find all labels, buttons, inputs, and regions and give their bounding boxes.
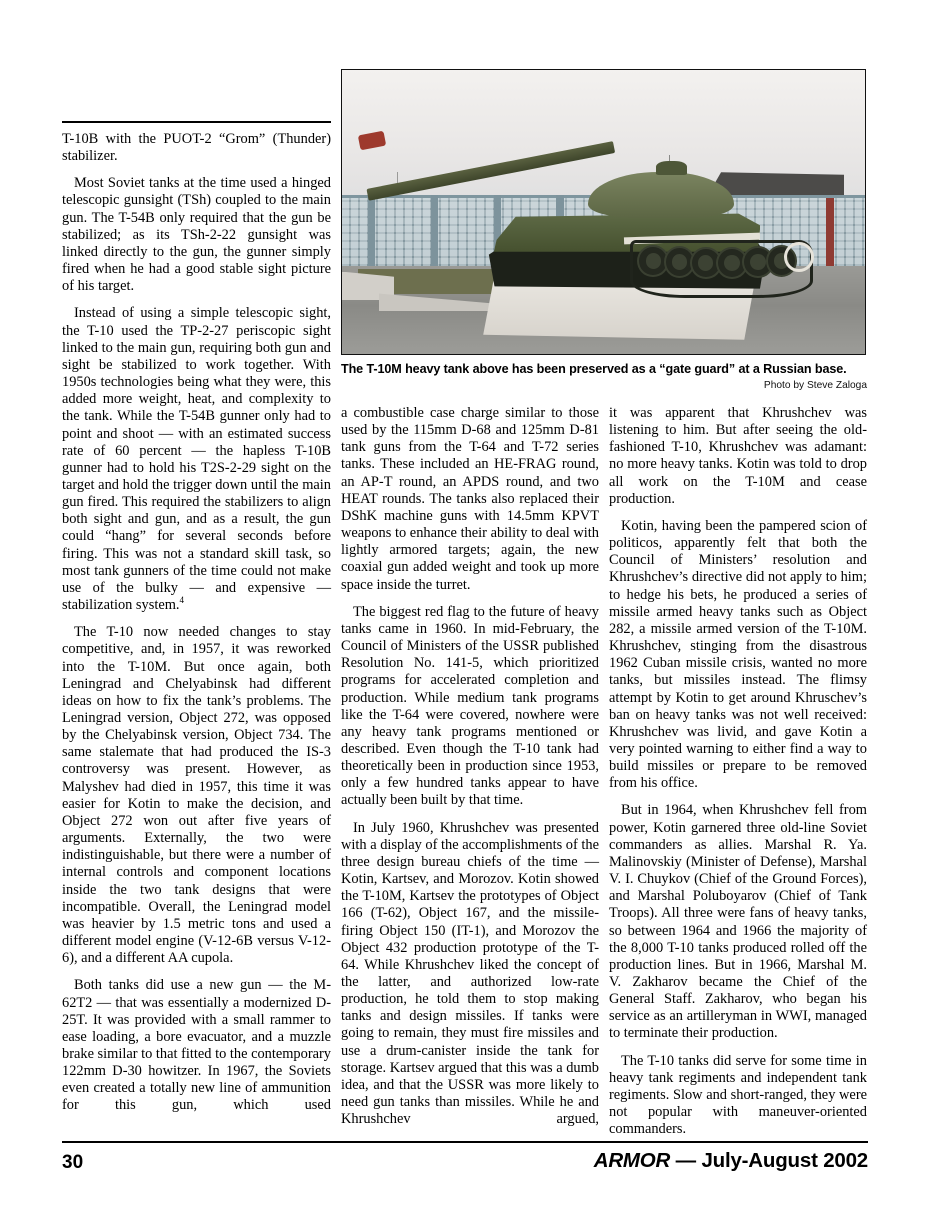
footer-rule [62,1141,868,1143]
paragraph: The biggest red flag to the future of heavy tanks came in 1960. In mid-February, the Council of Ministers of the USSR published Resolution No. 141-5, which prioritized programs for accelerated completion and production. While medium tank programs like the T-64 were covered, nowhere were any heavy tank programs mentioned or described. Even though the T-10 tank had theoretically been in production since 1953, only a few hundred tanks appear to have actually been built by that time. [341,603,599,809]
issue-date: — July-August 2002 [670,1149,868,1172]
footer-publication [594,1148,868,1174]
paragraph: Both tanks did use a new gun — the M-62T2 — that was essentially a modernized D-25T. It was provided with a small rammer to ease loading, a bore evacuator, and a muzzle brake similar to that fitted to the contemporary 122mm D-30 howitzer. In 1967, the Soviets even created a totally new line of ammunition for this gun, which used [62,977,331,1114]
magazine-name: ARMOR [593,1149,671,1172]
photo-idler-wheel [784,242,814,272]
paragraph: a combustible case charge similar to those used by the 115mm D-68 and 125mm D-81 tank guns from the T-64 and T-72 series tanks. These included an HE-FRAG round, an AP-T round, an APDS round, and two HEAT rounds. The tanks also replaced their DShK machine guns with 14.5mm KPVT weapons to enhance their ability to deal with lightly armored targets; again, the new coaxial gun added weight and took up more space inside the turret. [341,405,599,593]
footnote-marker: 4 [179,595,185,606]
photo-fence-post [431,195,438,272]
column-top-rule [62,121,331,123]
paragraph: The T-10 now needed changes to stay competitive, and, in 1957, it was reworked into the T-10M. But once again, both Leningrad and Chelyabinsk had different ideas on how to fix the tank’s problems. The Leningrad version, Object 272, was opposed by the Chelyabinsk version, Object 734. The same stalemate that had produced the IS-3 controversy was present. However, as Malyshev had died in 1957, this time it was easier for Kotin to make the decision, and Object 272 won out after five years of arguments. Externally, the two were indistinguishable, but there were a number of internal controls and component locations inside the two tank designs that were incompatible. Overall, the Leningrad model was heavier by 1.5 metric tons and used a different model engine (V-12-6B versus V-12-6), and a different AA cupola. [62,624,331,967]
paragraph: The T-10 tanks did serve for some time in heavy tank regiments and independent tank regiments. Slow and short-ranged, they were not popular with maneuver-oriented commanders. [609,1052,867,1138]
paragraph: But in 1964, when Khrushchev fell from power, Kotin garnered three old-line Soviet commanders as allies. Marshal R. Ya. Malinovskiy (Minister of Defense), Marshal V. I. Chuykov (Chief of the Ground Forces), and Marshal Poluboyarov (Chief of Tank Troops). All three were fans of heavy tanks, so between 1964 and 1966 the majority of the 8,000 T-10 tanks produced rolled off the production lines. But in 1966, Marshal M. V. Zakharov became the Chief of the General Staff. Zakharov, who began his service as an artilleryman in WWI, managed to terminate their production. [609,802,867,1042]
text-column-2 [341,405,599,1128]
photo-credit: Photo by Steve Zaloga [763,380,867,391]
text-column-1 [62,131,331,1115]
paragraph: it was apparent that Khrushchev was listening to him. But after seeing the old-fashioned T-10, Khrushchev was adamant: no more heavy tanks. Kotin was told to drop all work on the T-10M and cease production. [609,405,867,507]
page-number: 30 [62,1152,84,1173]
photo-caption: The T-10M heavy tank above has been preserved as a “gate guard” at a Russian base. [341,362,847,376]
photo-illustration [342,70,865,354]
paragraph: Kotin, having been the pampered scion of politicos, apparently felt that both the Council of Ministers’ resolution and Khrushchev’s directive did not apply to him; to hedge his bets, he produced a series of missile armed heavy tanks such as Object 282, a missile armed version of the T-10M. Khrushchev, stinging from the disastrous 1962 Cuban missile crisis, wanted no more tanks, but missiles instead. The flimsy attempt by Kotin to get around Khruschev’s ban on heavy tanks was not well received: Khrushchev was livid, and gave Kotin a very pointed warning to either find a way to build missiles or prepare to be removed from his office. [609,517,867,792]
paragraph: In July 1960, Khrushchev was presented with a display of the accomplishments of the three design bureau chiefs of the time — Kotin, Kartsev, and Morozov. Kotin showed the T-10M, Kartsev the prototypes of Object 166 (T-62), Object 167, and the missile-firing Object 150 (IT-1), and Morozov the Object 432 production prototype of the T-64. While Khrushchev liked the concept of the latter, and authorized low-rate production, he told them to stop making tanks and design missiles. If tanks were going to remain, they must fire missiles and use a drum-canister inside the tank for storage. Kartsev argued that this was a dumb idea, and that the USSR was more likely to need gun tanks than missiles. While he and Khrushchev argued, [341,819,599,1128]
photo-tank-cupola [656,161,687,175]
text-column-3 [609,405,867,1138]
paragraph: T-10B with the PUOT-2 “Grom” (Thunder) stabilizer. [62,131,331,165]
paragraph: Most Soviet tanks at the time used a hinged telescopic gunsight (TSh) coupled to the main gun. The T-54B only required that the gun be stabilized; as its TSh-2-22 gunsight was linked directly to the gun, the gunner simply fired when he had a good stable sight picture of his target. [62,175,331,295]
paragraph [62,305,331,614]
tank-photograph [341,69,866,355]
paragraph-text: Instead of using a simple telescopic sight, the T-10 used the TP-2-27 periscopic sight linked to the main gun, requiring both gun and sight be stabilized to work together. With 1950s technologies being what they were, this added more weight, heat, and complexity to the tank. While the T-54B gunner only had to point and shoot — with an estimated success rate of 60 percent — the hapless T-10B gunner had to hold his T2S-2-29 sight on the target and hold the trigger down until the main gun fired. This required the stabilizers to align both sight and gun, and as a result, the gun could “hang” for several seconds before firing. This was not a standard skill task, so most tank gunners of the time could not make use of the bulky — and expensive — stabilization system. [62,305,331,614]
photo-fence-post [368,195,375,272]
